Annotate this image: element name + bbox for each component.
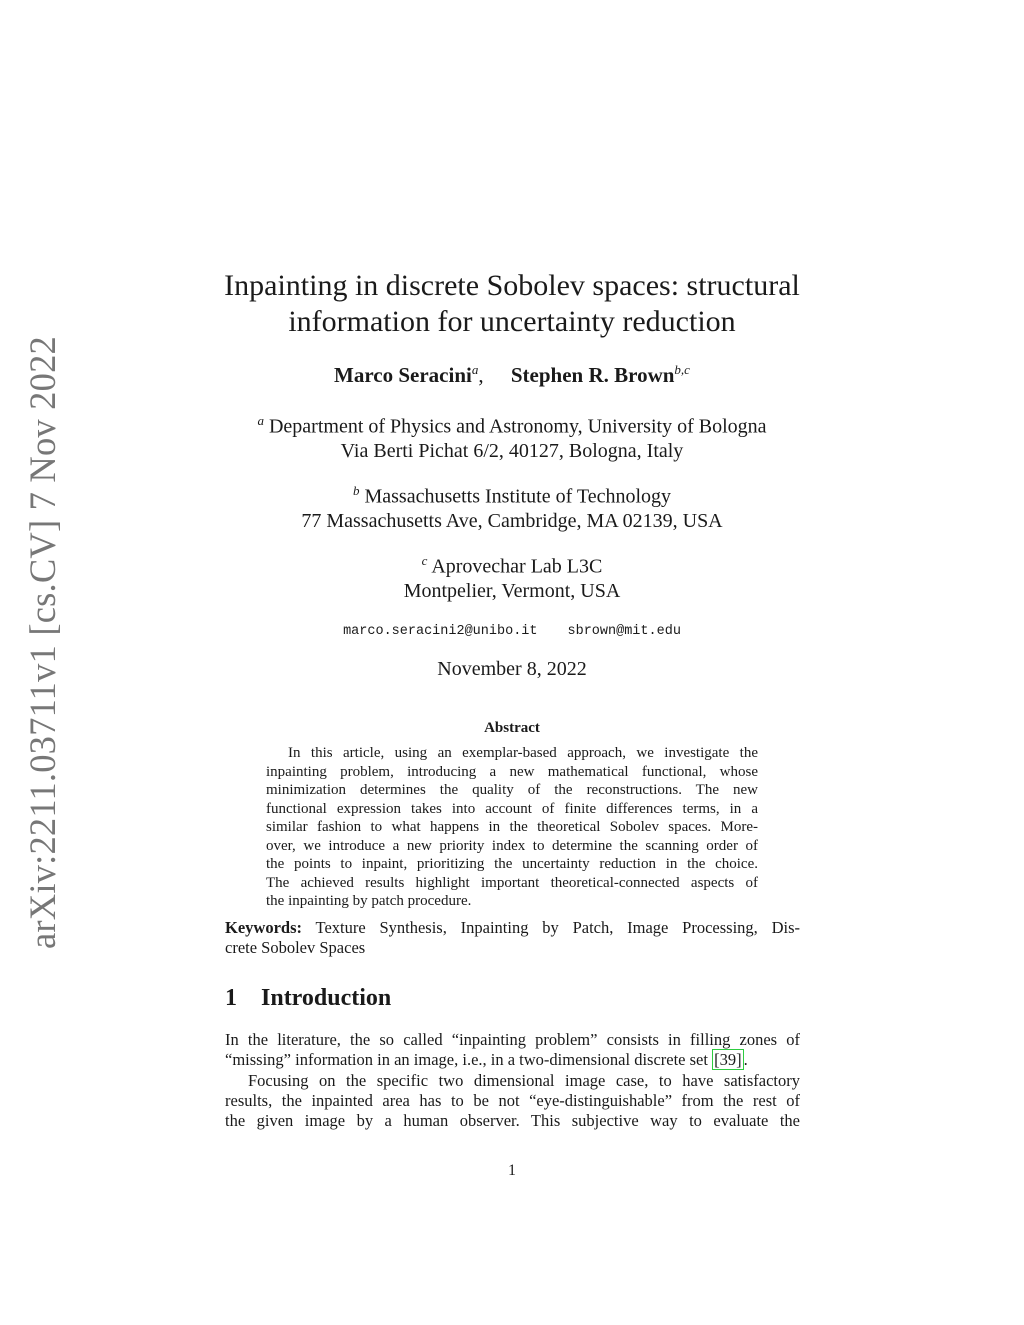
paper-title xyxy=(0,268,1024,340)
abstract-heading: Abstract xyxy=(484,720,540,736)
abstract-line: minimization determines the quality of the reconstructions. The new xyxy=(266,782,758,798)
abstract-line: The achieved results highlight important theoretical-connected aspects of xyxy=(266,874,758,891)
affiliation-line: Aprovechar Lab L3C xyxy=(431,555,603,578)
keywords-text: Texture Synthesis, Inpainting by Patch, Image Processing, Dis- xyxy=(315,918,801,937)
body-line: In the literature, the so called “inpainting problem” consists in filling zones of xyxy=(225,1030,800,1049)
email-address: marco.seracini2@unibo.it xyxy=(343,624,538,639)
email-address: sbrown@mit.edu xyxy=(567,624,681,639)
affiliation-b xyxy=(0,479,1024,533)
title-line: Inpainting in discrete Sobolev spaces: structural xyxy=(224,269,800,302)
abstract-line: In this article, using an exemplar-based approach, we investigate the xyxy=(288,745,758,761)
author-list: Marco Seracini$^a$, Stephen R. Brown$^{b,c}$ xyxy=(334,362,690,387)
affiliation-mark: b xyxy=(352,483,360,498)
citation-link[interactable]: [39] xyxy=(714,1050,742,1070)
affiliation-line: Montpelier, Vermont, USA xyxy=(403,579,621,602)
section-title: Introduction xyxy=(261,985,392,1011)
page-number: 1 xyxy=(508,1162,516,1179)
abstract-line: inpainting problem, introducing a new mathematical functional, whose xyxy=(266,763,758,780)
affiliation-a xyxy=(0,409,1024,463)
author-emails xyxy=(0,624,1024,639)
body-line: the given image by a human observer. This subjective way to evaluate the xyxy=(225,1111,800,1131)
keywords-label: Keywords: xyxy=(225,918,302,937)
affiliation-line: Massachusetts Institute of Technology xyxy=(364,485,671,508)
section-heading xyxy=(225,985,391,1012)
keywords-text: crete Sobolev Spaces xyxy=(225,938,366,957)
publication-date: November 8, 2022 xyxy=(437,658,587,680)
abstract-line: over, we introduce a new priority index to determine the scanning order of xyxy=(266,837,758,854)
body-line: results, the inpainted area has to be not “eye-distinguishable” from the rest of xyxy=(225,1090,800,1110)
abstract-body xyxy=(266,744,758,911)
abstract-line: the inpainting by patch procedure. xyxy=(266,893,472,909)
affiliation-mark: a xyxy=(257,413,264,428)
author-name: Stephen R. Brown xyxy=(510,363,675,387)
keywords-block xyxy=(225,918,800,958)
affiliation-line: Department of Physics and Astronomy, University of Bologna xyxy=(268,415,767,438)
body-line: Focusing on the specific two dimensional image case, to have satisfactory xyxy=(248,1070,800,1090)
title-line: information for uncertainty reduction xyxy=(288,305,736,338)
author-affil-mark: b,c xyxy=(674,362,690,377)
author-affil-mark: a xyxy=(471,362,479,377)
affiliation-c xyxy=(0,549,1024,603)
author-name: Marco Seracini xyxy=(334,363,472,387)
affiliation-line: 77 Massachusetts Ave, Cambridge, MA 02139, USA xyxy=(301,509,723,532)
affiliation-mark: c xyxy=(421,553,428,568)
abstract-line: the points to inpaint, prioritizing the uncertainty reduction in the choice. xyxy=(266,856,758,872)
introduction-body xyxy=(225,1030,800,1131)
abstract-line: similar fashion to what happens in the theoretical Sobolev spaces. More- xyxy=(266,819,758,835)
abstract-line: functional expression takes into account of finite differences terms, in a xyxy=(266,800,758,817)
body-line: “missing” information in an image, i.e., in a two-dimensional discrete set [39] . xyxy=(225,1050,748,1070)
affiliation-line: Via Berti Pichat 6/2, 40127, Bologna, Italy xyxy=(340,439,684,462)
arxiv-identifier-text: arXiv:2211.03711v1 [cs.CV] 7 Nov 2022 xyxy=(21,336,63,949)
section-number: 1 xyxy=(225,985,237,1011)
